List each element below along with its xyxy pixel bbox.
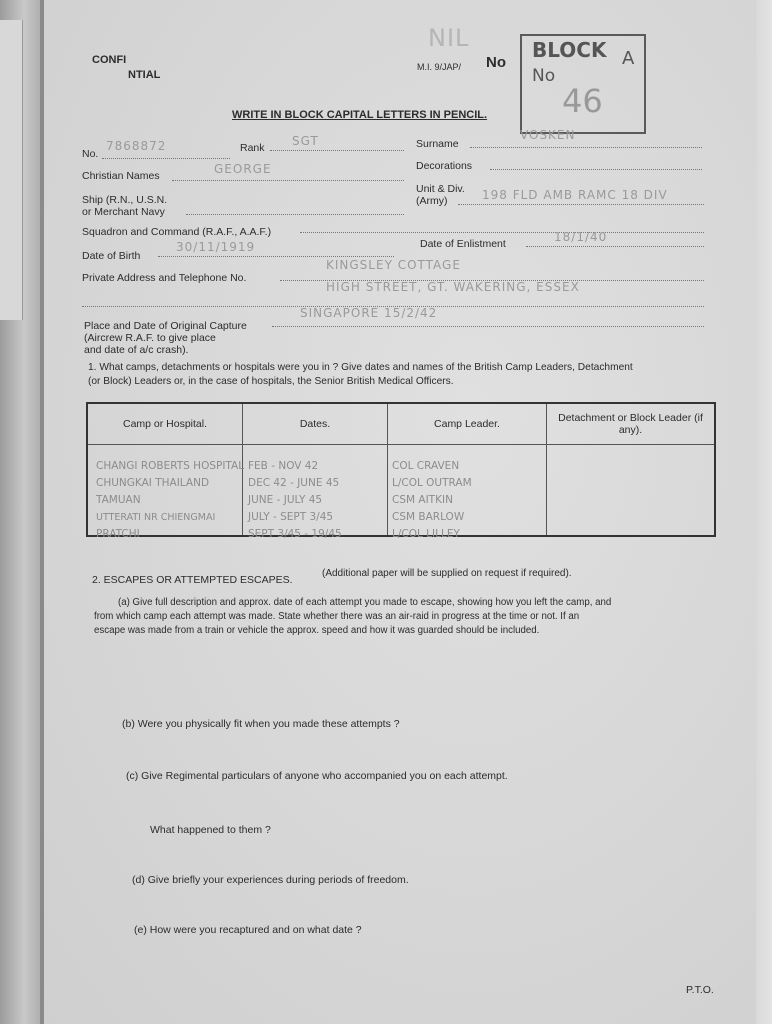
- binder-tab: [0, 20, 23, 320]
- enlistment-value: 18/1/40: [554, 230, 608, 244]
- question-1-line-2: (or Block) Leaders or, in the case of hospitals, the Senior British Medical Officers.: [88, 376, 454, 387]
- date-of-birth-value: 30/11/1919: [176, 240, 256, 254]
- list-item: SEPT 3/45 - 19/45: [248, 528, 342, 540]
- question-1: 1. What camps, detachments or hospitals were you in ? Give dates and names of the British Camp Leaders, Detachment: [88, 362, 633, 373]
- capture-label-3: and date of a/c crash).: [84, 344, 189, 356]
- capture-label: Place and Date of Original Capture: [84, 320, 247, 332]
- address-label: Private Address and Telephone No.: [82, 272, 247, 284]
- service-number-value: 7868872: [106, 139, 167, 153]
- header-camp: Camp or Hospital.: [87, 403, 243, 445]
- list-item: JUNE - JULY 45: [248, 494, 323, 506]
- question-2b: (b) Were you physically fit when you made these attempts ?: [122, 718, 400, 730]
- list-item: CHANGI ROBERTS HOSPITAL: [96, 460, 245, 472]
- list-item: UTTERATI NR CHIENGMAI: [96, 512, 216, 523]
- list-item: CSM BARLOW: [392, 511, 465, 523]
- surname-label: Surname: [416, 138, 459, 150]
- camps-column: [96, 458, 244, 543]
- header-camp-leader: Camp Leader.: [388, 403, 547, 445]
- question-2c-followup: What happened to them ?: [150, 824, 271, 836]
- list-item: FEB - NOV 42: [248, 460, 319, 472]
- list-item: COL CRAVEN: [392, 460, 460, 472]
- please-turn-over: P.T.O.: [686, 984, 714, 996]
- unit-label-2: (Army): [416, 195, 448, 207]
- surname-value: VOSKEN: [520, 128, 576, 142]
- confidential-stamp-bottom: NTIAL: [128, 69, 161, 81]
- stamp-block: BLOCK: [532, 38, 607, 62]
- capture-label-2: (Aircrew R.A.F. to give place: [84, 332, 216, 344]
- question-2e: (e) How were you recaptured and on what date ?: [134, 924, 362, 936]
- list-item: DEC 42 - JUNE 45: [248, 477, 340, 489]
- unit-label: Unit & Div.: [416, 183, 465, 195]
- unit-value: 198 FLD AMB RAMC 18 DIV: [482, 188, 668, 202]
- pencil-nil: NIL: [428, 24, 470, 52]
- question-2a-line-3: escape was made from a train or vehicle the approx. speed and how it was guarded should be included.: [94, 625, 540, 636]
- table-header-row: [87, 403, 715, 445]
- ship-label-2: or Merchant Navy: [82, 206, 165, 218]
- list-item: PRATCHI: [96, 528, 140, 540]
- list-item: L/COL OUTRAM: [392, 477, 472, 489]
- rank-label: Rank: [240, 142, 265, 154]
- dates-column: [248, 458, 342, 543]
- stamp-number: 46: [562, 82, 603, 120]
- stamp-letter: A: [622, 48, 635, 69]
- number-label: No: [486, 54, 506, 71]
- list-item: L/COL LILLEY: [392, 528, 460, 540]
- leaders-column: [392, 458, 472, 543]
- instruction-heading: WRITE IN BLOCK CAPITAL LETTERS IN PENCIL.: [232, 109, 488, 121]
- header-detachment-leader: Detachment or Block Leader (if any).: [547, 403, 716, 445]
- question-2-title: 2. ESCAPES OR ATTEMPTED ESCAPES.: [92, 574, 293, 586]
- stamp-no: No: [532, 66, 556, 86]
- decorations-label: Decorations: [416, 160, 473, 172]
- confidential-stamp-top: CONFI: [92, 54, 127, 66]
- date-of-birth-label: Date of Birth: [82, 250, 141, 262]
- header-dates: Dates.: [243, 403, 388, 445]
- address-line-1: KINGSLEY COTTAGE: [326, 258, 461, 272]
- question-2a-line-2: from which camp each attempt was made. State whether there was an air-raid in progress at the time or not. If an: [94, 611, 580, 622]
- rank-value: SGT: [292, 134, 319, 148]
- ship-label: Ship (R.N., U.S.N.: [82, 194, 168, 206]
- christian-names-label: Christian Names: [82, 170, 160, 182]
- list-item: JULY - SEPT 3/45: [248, 511, 334, 523]
- question-2c: (c) Give Regimental particulars of anyone who accompanied you on each attempt.: [126, 770, 508, 782]
- squadron-label: Squadron and Command (R.A.F., A.A.F.): [82, 226, 272, 238]
- question-2a: (a) Give full description and approx. date of each attempt you made to escape, showing how you left the camp, and: [118, 597, 612, 608]
- enlistment-label: Date of Enlistment: [420, 238, 506, 250]
- list-item: CHUNGKAI THAILAND: [96, 477, 210, 489]
- list-item: CSM AITKIN: [392, 494, 453, 506]
- capture-value: SINGAPORE 15/2/42: [300, 306, 438, 320]
- list-item: TAMUAN: [96, 494, 141, 506]
- christian-names-value: GEORGE: [214, 162, 272, 176]
- address-line-2: HIGH STREET, GT. WAKERING, ESSEX: [326, 280, 580, 294]
- question-2-note: (Additional paper will be supplied on request if required).: [322, 568, 572, 579]
- question-2d: (d) Give briefly your experiences during periods of freedom.: [132, 874, 409, 886]
- form-reference: M.I. 9/JAP/: [417, 62, 462, 72]
- no-label: No.: [82, 148, 99, 160]
